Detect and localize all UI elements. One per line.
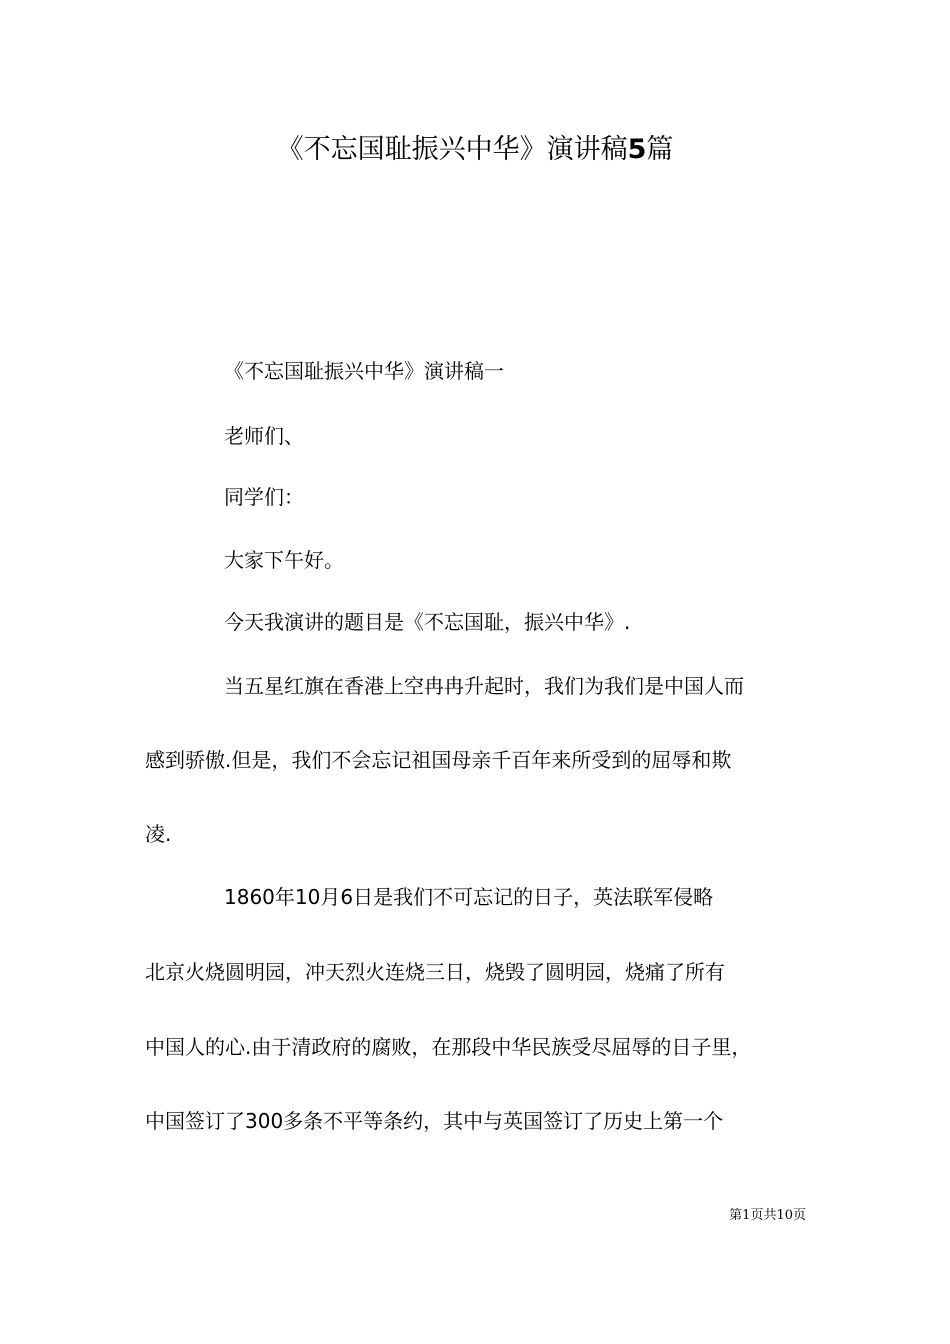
topic-line: 今天我演讲的题目是《不忘国耻，振兴中华》.	[224, 610, 631, 634]
title-number: 5	[627, 134, 647, 165]
paragraph-line: 1860年10月6日是我们不可忘记的日子，英法联军侵略	[224, 885, 714, 909]
title-prefix: 《不忘国耻振兴中华》演讲稿	[276, 134, 628, 165]
paragraph-line: 当五星红旗在香港上空冉冉升起时，我们为我们是中国人而	[224, 674, 744, 698]
paragraph-line: 中国签订了300多条不平等条约，其中与英国签订了历史上第一个	[145, 1109, 724, 1133]
greeting-line: 大家下午好。	[224, 548, 344, 572]
salutation-students: 同学们：	[224, 485, 304, 509]
paragraph-line: 北京火烧圆明园，冲天烈火连烧三日，烧毁了圆明园，烧痛了所有	[145, 960, 725, 984]
paragraph-line: 感到骄傲.但是，我们不会忘记祖国母亲千百年来所受到的屈辱和欺	[145, 748, 732, 772]
title-suffix: 篇	[646, 134, 674, 165]
paragraph-line: 凌.	[145, 822, 172, 846]
section-heading: 《不忘国耻振兴中华》演讲稿一	[224, 359, 504, 383]
paragraph-line: 中国人的心.由于清政府的腐败，在那段中华民族受尽屈辱的日子里，	[145, 1035, 752, 1059]
salutation-teachers: 老师们、	[224, 424, 304, 448]
page-number-footer: 第1页共10页	[729, 1208, 806, 1223]
document-title	[0, 130, 950, 170]
